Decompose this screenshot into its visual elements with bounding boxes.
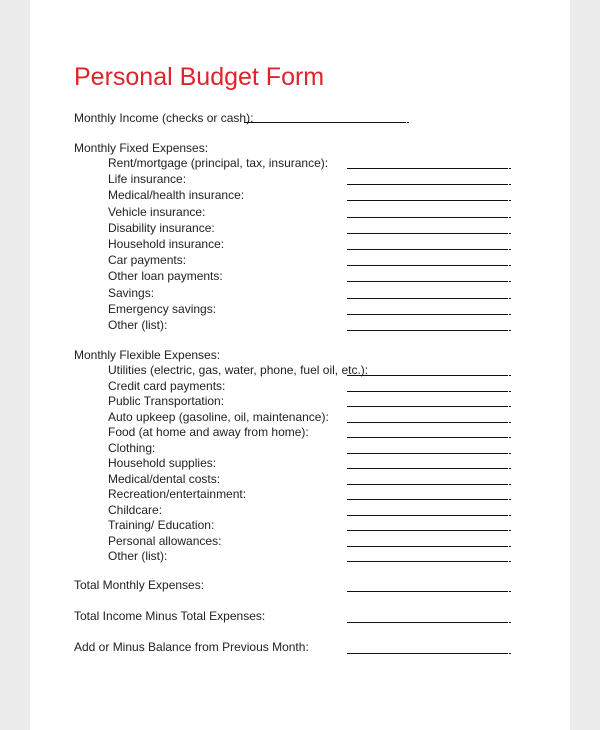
previous-balance-label: Add or Minus Balance from Previous Month: (74, 640, 309, 654)
expense-item-label: Clothing: (108, 440, 156, 455)
expense-item-label: Childcare: (108, 502, 163, 517)
field-end-dot (509, 468, 511, 469)
expense-item-field[interactable] (347, 233, 508, 234)
income-minus-expenses-field[interactable] (347, 622, 508, 623)
expense-item-label: Disability insurance: (108, 220, 215, 235)
expense-item-label: Utilities (electric, gas, water, phone, fuel oil, etc.): (108, 363, 369, 377)
expense-item-label: Food (at home and away from home): (108, 425, 309, 439)
field-end-dot (509, 484, 511, 485)
expense-item-field[interactable] (347, 391, 508, 392)
field-end-dot (509, 249, 511, 250)
expense-item-label: Public Transportation: (108, 394, 225, 408)
field-end-dot (509, 546, 511, 547)
expense-item-label: Emergency savings: (108, 301, 217, 316)
expense-item-label: Credit card payments: (108, 378, 226, 393)
field-end-dot (509, 314, 511, 315)
expense-item-field[interactable] (347, 422, 508, 423)
expense-item-label: Other (list): (108, 318, 168, 332)
expense-item-field[interactable] (347, 217, 508, 218)
expense-item-label: Other loan payments: (108, 269, 223, 284)
field-end-dot (407, 122, 409, 123)
field-end-dot (509, 622, 511, 623)
field-end-dot (509, 298, 511, 299)
fixed-expenses-heading: Monthly Fixed Expenses: (74, 141, 209, 155)
expense-item-label: Savings: (108, 285, 155, 300)
field-end-dot (509, 406, 511, 407)
field-end-dot (509, 281, 511, 282)
expense-item-field[interactable] (347, 484, 508, 485)
expense-item-label: Household supplies: (108, 456, 217, 470)
expense-item-label: Medical/health insurance: (108, 188, 245, 203)
field-end-dot (509, 422, 511, 423)
field-end-dot (509, 168, 511, 169)
field-end-dot (509, 233, 511, 234)
expense-item-field[interactable] (347, 249, 508, 250)
expense-item-label: Life insurance: (108, 172, 187, 187)
expense-item-field[interactable] (347, 330, 508, 331)
expense-item-label: Auto upkeep (gasoline, oil, maintenance): (108, 409, 329, 424)
expense-item-field[interactable] (347, 530, 508, 531)
field-end-dot (509, 437, 511, 438)
field-end-dot (509, 453, 511, 454)
field-end-dot (509, 217, 511, 218)
expense-item-field[interactable] (347, 298, 508, 299)
total-expenses-field[interactable] (347, 591, 508, 592)
field-end-dot (509, 561, 511, 562)
expense-item-label: Car payments: (108, 253, 187, 268)
field-end-dot (509, 184, 511, 185)
expense-item-field[interactable] (347, 515, 508, 516)
field-end-dot (509, 200, 511, 201)
expense-item-field[interactable] (347, 499, 508, 500)
expense-item-label: Personal allowances: (108, 533, 222, 548)
income-label: Monthly Income (checks or cash): (74, 111, 254, 125)
expense-item-field[interactable] (347, 314, 508, 315)
expense-item-field[interactable] (347, 468, 508, 469)
expense-item-field[interactable] (347, 546, 508, 547)
expense-item-field[interactable] (347, 375, 508, 376)
expense-item-label: Rent/mortgage (principal, tax, insurance): (108, 156, 329, 170)
field-end-dot (509, 330, 511, 331)
expense-item-field[interactable] (347, 184, 508, 185)
field-end-dot (509, 499, 511, 500)
expense-item-label: Vehicle insurance: (108, 204, 206, 219)
expense-item-field[interactable] (347, 561, 508, 562)
field-end-dot (509, 591, 511, 592)
expense-item-field[interactable] (347, 437, 508, 438)
expense-item-field[interactable] (347, 200, 508, 201)
expense-item-field[interactable] (347, 406, 508, 407)
form-title: Personal Budget Form (74, 63, 325, 91)
field-end-dot (509, 265, 511, 266)
total-expenses-label: Total Monthly Expenses: (74, 578, 205, 592)
previous-balance-field[interactable] (347, 653, 508, 654)
expense-item-label: Recreation/entertainment: (108, 487, 247, 501)
field-end-dot (509, 515, 511, 516)
expense-item-label: Medical/dental costs: (108, 471, 221, 486)
form-page (30, 0, 570, 730)
income-minus-expenses-label: Total Income Minus Total Expenses: (74, 609, 266, 623)
expense-item-field[interactable] (347, 453, 508, 454)
expense-item-field[interactable] (347, 281, 508, 282)
income-field[interactable] (244, 122, 406, 123)
field-end-dot (509, 530, 511, 531)
field-end-dot (509, 375, 511, 376)
field-end-dot (509, 391, 511, 392)
expense-item-label: Other (list): (108, 549, 168, 563)
expense-item-field[interactable] (347, 168, 508, 169)
flexible-expenses-heading: Monthly Flexible Expenses: (74, 348, 221, 362)
expense-item-label: Training/ Education: (108, 518, 215, 532)
expense-item-field[interactable] (347, 265, 508, 266)
field-end-dot (509, 653, 511, 654)
expense-item-label: Household insurance: (108, 237, 225, 251)
